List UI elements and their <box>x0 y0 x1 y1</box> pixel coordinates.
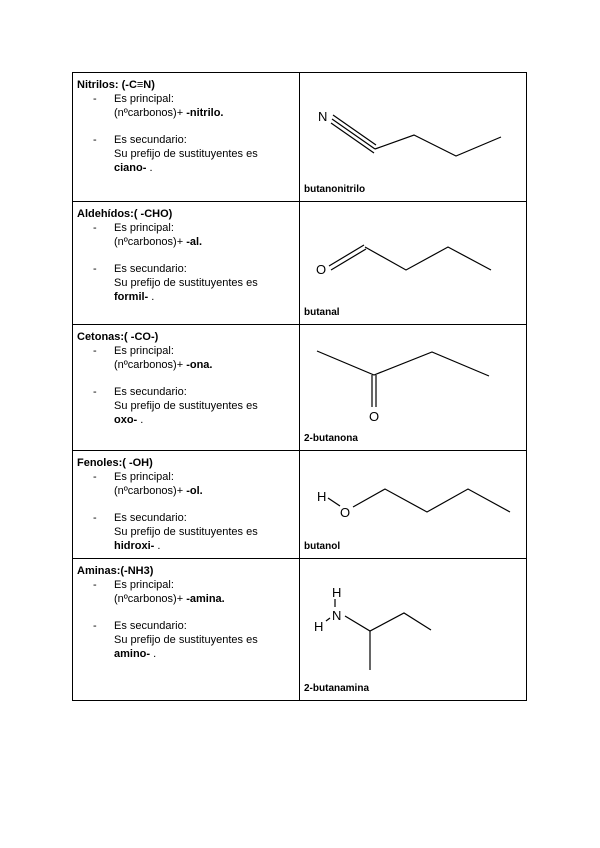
structure-cell <box>300 325 527 451</box>
compound-name: butanonitrilo <box>304 184 366 195</box>
secondary-label: Es secundario: <box>114 134 187 146</box>
principal-rule <box>114 592 299 606</box>
group-title: Aminas:(-NH3) <box>77 565 154 577</box>
secondary-text: Su prefijo de sustituyentes es <box>114 277 258 289</box>
compound-name: 2-butanona <box>304 433 358 444</box>
secondary-label: Es secundario: <box>114 620 187 632</box>
bullet-dash: - <box>93 345 97 357</box>
bullet-dash: - <box>93 263 97 275</box>
nitrogen-atom-label: N <box>318 109 328 124</box>
triple-bond-line <box>332 119 375 149</box>
double-bond-line <box>331 249 366 270</box>
prefix-tail: . <box>154 540 161 552</box>
principal-item <box>93 221 299 249</box>
group-description-cell <box>73 559 300 701</box>
table-row <box>73 73 527 202</box>
prefix-name: hidroxi- <box>114 540 155 552</box>
carbon-chain <box>375 135 501 156</box>
secondary-text: Su prefijo de sustituyentes es <box>114 400 258 412</box>
oxygen-atom-label: O <box>340 505 351 520</box>
secondary-text: Su prefijo de sustituyentes es <box>114 634 258 646</box>
prefix-name: formil- <box>114 291 149 303</box>
prefix-rule <box>114 539 299 553</box>
principal-suffix: -nitrilo. <box>186 107 224 119</box>
carbon-chain <box>365 247 491 270</box>
group-description-cell <box>73 325 300 451</box>
butanal-structure <box>300 202 526 324</box>
bullet-dash: - <box>93 579 97 591</box>
principal-suffix: -ol. <box>186 485 203 497</box>
principal-item <box>93 470 299 498</box>
principal-label: Es principal: <box>114 93 174 105</box>
principal-formula: (nºcarbonos)+ <box>114 107 187 119</box>
group-title: Cetonas:( -CO-) <box>77 331 159 343</box>
prefix-tail: . <box>137 414 144 426</box>
secondary-label: Es secundario: <box>114 263 187 275</box>
carbon-chain <box>353 489 510 512</box>
prefix-tail: . <box>150 648 157 660</box>
compound-name: 2-butanamina <box>304 683 370 694</box>
group-title: Fenoles:( -OH) <box>77 457 153 469</box>
secondary-text: Su prefijo de sustituyentes es <box>114 526 258 538</box>
group-description-cell <box>73 202 300 325</box>
prefix-rule <box>114 161 299 175</box>
bullet-dash: - <box>93 512 97 524</box>
principal-item <box>93 578 299 606</box>
secondary-text: Su prefijo de sustituyentes es <box>114 148 258 160</box>
principal-formula: (nºcarbonos)+ <box>114 485 187 497</box>
principal-formula: (nºcarbonos)+ <box>114 359 187 371</box>
nh-bond-line <box>326 618 330 621</box>
bullet-dash: - <box>93 386 97 398</box>
structure-cell <box>300 559 527 701</box>
table-row <box>73 451 527 559</box>
structure-cell <box>300 451 527 559</box>
principal-rule <box>114 106 299 120</box>
butanonitrilo-structure <box>300 73 526 201</box>
principal-rule <box>114 358 299 372</box>
principal-rule <box>114 484 299 498</box>
structure-cell <box>300 202 527 325</box>
prefix-rule <box>114 647 299 661</box>
secondary-item <box>93 619 299 661</box>
nitrogen-atom-label: N <box>332 608 342 623</box>
principal-label: Es principal: <box>114 222 174 234</box>
bullet-dash: - <box>93 134 97 146</box>
oxygen-atom-label: O <box>316 262 327 277</box>
compound-name: butanal <box>304 307 340 318</box>
group-description-cell <box>73 451 300 559</box>
structure-cell <box>300 73 527 202</box>
hydrogen-atom-label: H <box>314 619 324 634</box>
bullet-dash: - <box>93 222 97 234</box>
carbon-chain <box>345 613 431 631</box>
secondary-label: Es secundario: <box>114 386 187 398</box>
hydrogen-atom-label: H <box>332 585 342 600</box>
secondary-item <box>93 262 299 304</box>
principal-suffix: -amina. <box>186 593 225 605</box>
butanona-structure <box>300 325 526 450</box>
secondary-item <box>93 511 299 553</box>
table-row <box>73 559 527 701</box>
triple-bond-line <box>331 123 374 153</box>
functional-groups-table <box>72 72 527 701</box>
compound-name: butanol <box>304 541 341 552</box>
prefix-tail: . <box>148 291 155 303</box>
principal-label: Es principal: <box>114 345 174 357</box>
secondary-label: Es secundario: <box>114 512 187 524</box>
principal-item <box>93 344 299 372</box>
oxygen-atom-label: O <box>369 409 380 424</box>
prefix-rule <box>114 290 299 304</box>
prefix-name: oxo- <box>114 414 138 426</box>
triple-bond-line <box>333 115 376 145</box>
carbon-chain <box>317 351 489 376</box>
secondary-item <box>93 133 299 175</box>
prefix-name: ciano- <box>114 162 147 174</box>
hydrogen-atom-label: H <box>317 489 327 504</box>
principal-label: Es principal: <box>114 471 174 483</box>
table-row <box>73 325 527 451</box>
double-bond-line <box>329 245 364 266</box>
bullet-dash: - <box>93 471 97 483</box>
principal-rule <box>114 235 299 249</box>
prefix-name: amino- <box>114 648 151 660</box>
prefix-tail: . <box>146 162 153 174</box>
bullet-dash: - <box>93 93 97 105</box>
bullet-dash: - <box>93 620 97 632</box>
principal-formula: (nºcarbonos)+ <box>114 236 187 248</box>
principal-item <box>93 92 299 120</box>
prefix-rule <box>114 413 299 427</box>
group-description-cell <box>73 73 300 202</box>
oh-bond-line <box>328 498 340 506</box>
butanamina-structure <box>300 559 526 700</box>
principal-label: Es principal: <box>114 579 174 591</box>
group-title: Aldehídos:( -CHO) <box>77 208 173 220</box>
table-row <box>73 202 527 325</box>
principal-formula: (nºcarbonos)+ <box>114 593 187 605</box>
secondary-item <box>93 385 299 427</box>
principal-suffix: -ona. <box>186 359 213 371</box>
principal-suffix: -al. <box>186 236 203 248</box>
group-title: Nitrilos: (-C≡N) <box>77 79 155 91</box>
